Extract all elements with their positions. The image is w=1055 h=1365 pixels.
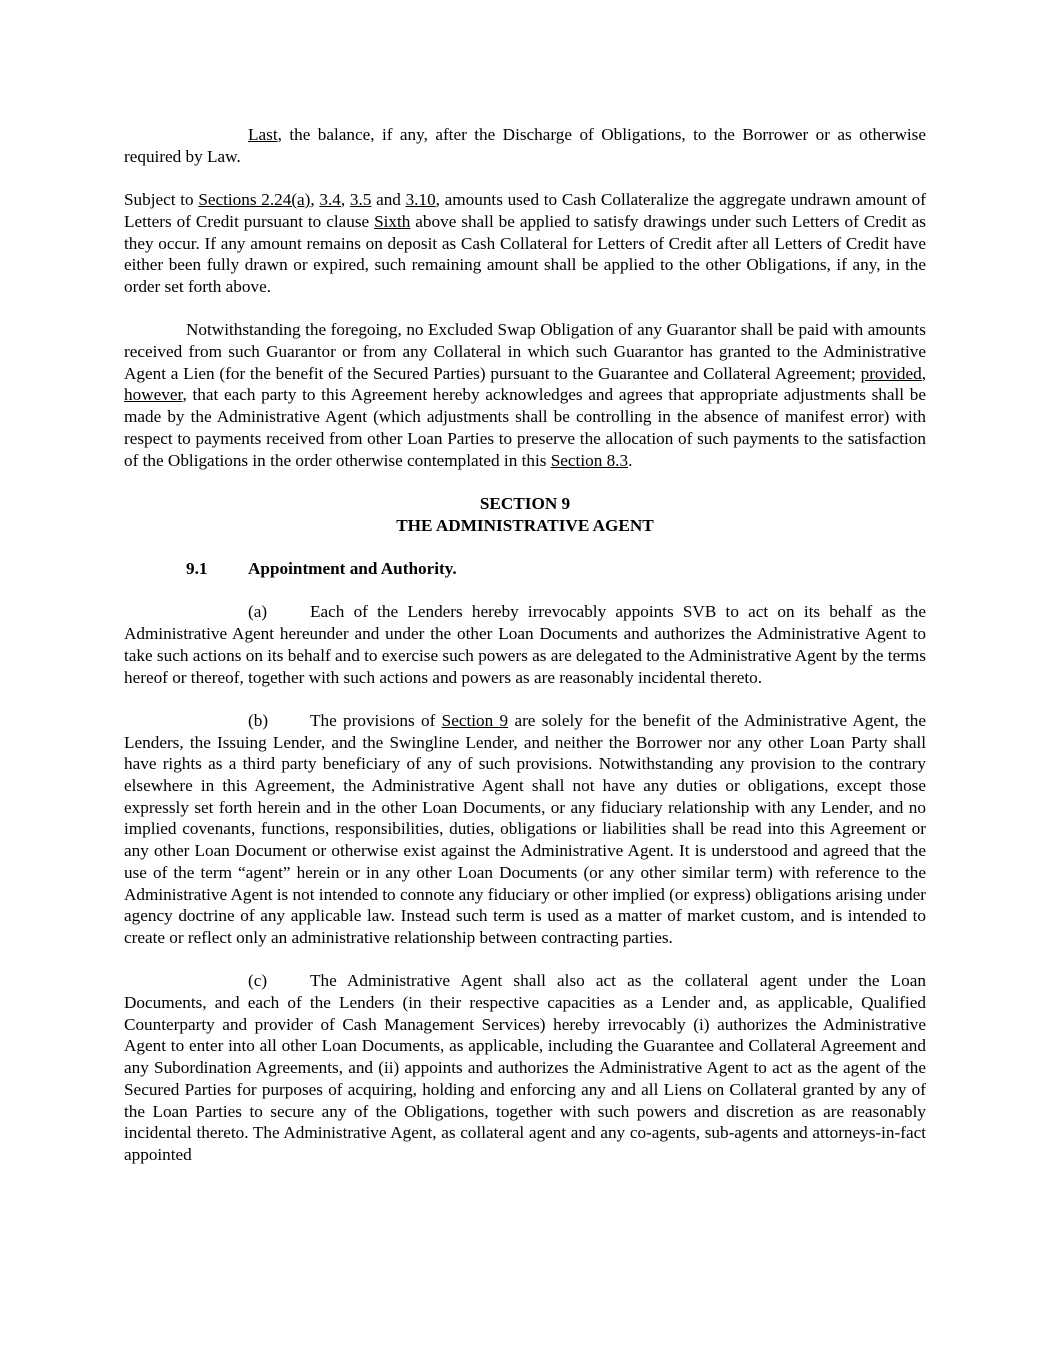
- clause-label: (a): [248, 602, 268, 622]
- paragraph-subject-to: [124, 189, 926, 298]
- cross-reference: Sections 2.24(a): [198, 190, 311, 210]
- section-number: SECTION 9: [479, 493, 571, 513]
- clause-text: Each of the Lenders hereby irrevocably appoints SVB to act on its behalf as the Administrative Agent hereunder and under the other Loan Documents and authorizes the Administrative Agent to take such actions on its behalf and to exercise such powers as are delegated to the Administrative Agent by the terms hereof or thereof, together with such actions and powers as are reasonably incidental thereto.: [124, 602, 926, 687]
- cross-reference: Section 8.3: [550, 450, 629, 470]
- paragraph-last: [124, 124, 926, 167]
- text-run: ,: [921, 363, 926, 383]
- clause-a: [124, 601, 926, 688]
- text-run: ,: [310, 190, 320, 210]
- clause-label: (b): [248, 710, 269, 730]
- text-run: and: [371, 190, 406, 210]
- clause-c: [124, 970, 926, 1165]
- defined-term-last: Last: [248, 125, 278, 144]
- clause-label: (c): [248, 971, 268, 991]
- text-run: Notwithstanding the foregoing, no Excluded Swap Obligation of any Guarantor shall be paid with amounts received from such Guarantor or from any Collateral in which such Guarantor has granted to the Administrative Agent a Lien (for the benefit of the Secured Parties) pursuant to the Guarantee and Collateral Agreement;: [124, 320, 926, 383]
- subsection-heading: [186, 558, 926, 580]
- cross-reference: 3.5: [349, 190, 372, 210]
- cross-reference: Sixth: [374, 211, 411, 231]
- text-run: .: [628, 450, 633, 470]
- section-heading: [124, 493, 926, 536]
- text-run: Subject to: [124, 190, 199, 210]
- text-run: above shall be applied to satisfy drawings under such Letters of Credit as they occur. If any amount remains on deposit as Cash Collateral for Letters of Credit after all Letters of Credit have either been fully drawn or expired, such remaining amount shall be applied to the other Obligations, if any, in the order set forth above.: [124, 211, 926, 296]
- text-run: are solely for the benefit of the Administrative Agent, the Lenders, the Issuing Lender, and the Swingline Lender, and neither the Borrower nor any other Loan Party shall have rights as a third party beneficiary of any of such provisions. Notwithstanding any provision to the contrary elsewhere in this Agreement, the Administrative Agent shall not have any duties or obligations, except those expressly set forth herein and in the other Loan Documents, or any fiduciary relationship with any Lender, and no implied covenants, functions, responsibilities, duties, obligations or liabilities shall be read into this Agreement or any other Loan Document or otherwise exist against the Administrative Agent. It is understood and agreed that the use of the term “agent” herein or in any other Loan Documents (or any other similar term) with reference to the Administrative Agent is not intended to connote any fiduciary or other implied (or express) obligations arising under agency doctrine of any applicable law. Instead such term is used as a matter of market custom, and is intended to create or reflect only an administrative relationship between contracting parties.: [124, 710, 926, 947]
- text-run: ,: [340, 190, 350, 210]
- cross-reference: Section 9: [441, 710, 509, 730]
- paragraph-notwithstanding: [124, 319, 926, 471]
- clause-text: The Administrative Agent shall also act as the collateral agent under the Loan Documents, and each of the Lenders (in their respective capacities as a Lender and, as applicable, Qualified Counterparty and provider of Cash Management Services) hereby irrevocably (i) authorizes the Administrative Agent to enter into all other Loan Documents, as applicable, including the Guarantee and Collateral Agreement and any Subordination Agreements, and (ii) appoints and authorizes the Administrative Agent to act as the agent of the Secured Parties for purposes of acquiring, holding and enforcing any and all Liens on Collateral granted by any of the Loan Parties to secure any of the Obligations, together with such powers and discretion as are reasonably incidental thereto. The Administrative Agent, as collateral agent and any co-agents, sub-agents and attorneys-in-fact appointed: [124, 971, 926, 1164]
- text-run: , that each party to this Agreement hereby acknowledges and agrees that appropriate adjustments shall be made by the Administrative Agent (which adjustments shall be controlling in the absence of manifest error) with respect to payments received from other Loan Parties to preserve the allocation of such payments to the satisfaction of the Obligations in the order otherwise contemplated in this: [124, 385, 926, 470]
- term-however: however: [124, 385, 183, 405]
- subsection-title: Appointment and Authority.: [248, 559, 457, 578]
- document-page: [124, 124, 926, 1187]
- text-run: , amounts used to Cash Collateralize the aggregate undrawn amount of Letters of Credit pursuant to clause: [124, 190, 926, 231]
- section-title: THE ADMINISTRATIVE AGENT: [396, 515, 654, 535]
- cross-reference: 3.4: [319, 190, 341, 210]
- clause-b: [124, 710, 926, 949]
- paragraph-last-text: , the balance, if any, after the Discharge of Obligations, to the Borrower or as otherwise required by Law.: [124, 125, 926, 166]
- term-provided: provided: [860, 363, 922, 383]
- cross-reference: 3.10: [405, 190, 436, 210]
- text-run: The provisions of: [310, 710, 442, 730]
- subsection-number: 9.1: [186, 559, 208, 578]
